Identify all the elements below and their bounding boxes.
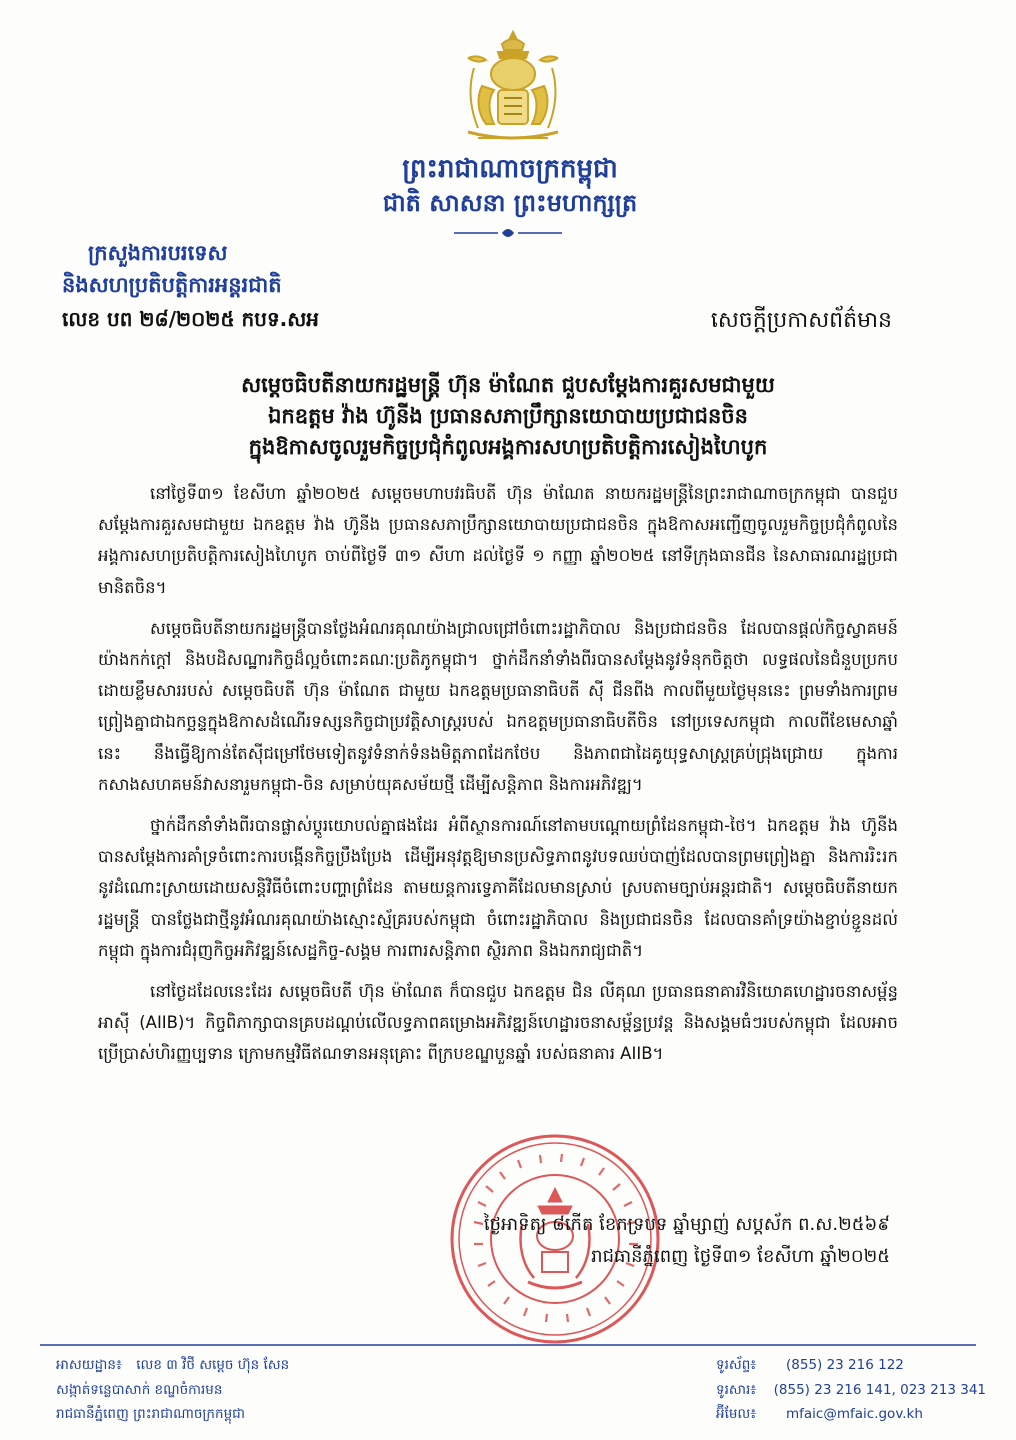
footer-address bbox=[56, 1353, 476, 1427]
headline-line2: ឯកឧត្តម វ៉ាង ហ៊ូនីង ប្រធានសភាប្រឹក្សានយោបាយប្រជាជនចិន bbox=[268, 404, 748, 428]
body-paragraph-2: សម្ដេចធិបតីនាយករដ្ឋមន្ត្រីបានថ្លែងអំណរគុណយ៉ាងជ្រាលជ្រៅចំពោះរដ្ឋាភិបាល និងប្រជាជនចិន ដែលបានផ្ដល់កិច្ចស្វាគមន៍យ៉ាងកក់ក្ដៅ និងបដិសណ្ឋារកិច្ចដ៏ល្អចំពោះគណៈប្រតិភូកម្ពុជា។ ថ្នាក់ដឹកនាំទាំងពីរបានសម្ដែងនូវទំនុកចិត្តថា លទ្ធផលនៃជំនួបប្រកបដោយខ្លឹមសាររបស់ សម្ដេចធិបតី ហ៊ុន ម៉ាណែត ជាមួយ ឯកឧត្តមប្រធានាធិបតី ស៊ី ជីនពីង កាលពីមួយថ្ងៃមុននេះ ព្រមទាំងការព្រមព្រៀងគ្នាជាឯកច្ឆន្ទក្នុងឱកាសដំណើរទស្សនកិច្ចជាប្រវត្តិសាស្ត្ររបស់ ឯកឧត្តមប្រធានាធិបតីចិន នៅប្រទេសកម្ពុជា កាលពីខែមេសាឆ្នាំនេះ នឹងធ្វើឱ្យកាន់តែស៊ីជម្រៅថែមទៀតនូវទំនាក់ទំនងមិត្តភាពដែកថែប និងភាពជាដៃគូយុទ្ធសាស្ត្រគ្រប់ជ្រុងជ្រោយ ក្នុងការកសាងសហគមន៍វាសនារួមកម្ពុជា-ចិន សម្រាប់យុគសម័យថ្មី ដើម្បីសន្តិភាព និងការអភិវឌ្ឍ។ bbox=[98, 618, 898, 794]
fax-row bbox=[716, 1378, 986, 1403]
body-paragraph-1: នៅថ្ងៃទី៣១ ខែសីហា ឆ្នាំ២០២៥ សម្ដេចមហាបវរធិបតី ហ៊ុន ម៉ាណែត នាយករដ្ឋមន្ត្រីនៃព្រះរាជាណាចក្រកម្ពុជា បានជួបសម្ដែងការគួរសមជាមួយ ឯកឧត្តម វ៉ាង ហ៊ូនីង ប្រធានសភាប្រឹក្សានយោបាយប្រជាជនចិន ក្នុងឱកាសអញ្ជើញចូលរួមកិច្ចប្រជុំកំពូលនៃអង្គការសហប្រតិបត្តិការសៀងហៃបូក ចាប់ពីថ្ងៃទី ៣១ សីហា ដល់ថ្ងៃទី ១ កញ្ញា ឆ្នាំ២០២៥ នៅទីក្រុងធានជីន នៃសាធារណរដ្ឋប្រជាមានិតចិន។ bbox=[98, 484, 898, 597]
place-and-date: រាជធានីភ្នំពេញ ថ្ងៃទី៣១ ខែសីហា ឆ្នាំ២០២៥ bbox=[591, 1246, 890, 1267]
headline-line3: ក្នុងឱកាសចូលរួមកិច្ចប្រជុំកំពូលអង្គការសហប្រតិបត្តិការសៀងហៃបូក bbox=[248, 435, 768, 459]
address-label: អាសយដ្ឋាន៖ bbox=[56, 1357, 122, 1373]
email-label: អ៊ីមែល៖ bbox=[716, 1406, 757, 1422]
nation-motto: ជាតិ សាសនា ព្រះមហាក្សត្រ bbox=[382, 189, 638, 217]
kingdom-title: ព្រះរាជាណាចក្រកម្ពុជា bbox=[402, 154, 618, 184]
address-line-1: លេខ ៣ វិថី សម្ដេច ហ៊ុន សែន bbox=[136, 1357, 290, 1373]
fax-label: ទូរសារ៖ bbox=[716, 1381, 757, 1398]
email-row bbox=[716, 1402, 986, 1427]
phone-row bbox=[716, 1353, 986, 1378]
footer-contacts bbox=[716, 1353, 986, 1427]
footer-divider bbox=[40, 1344, 976, 1346]
phone-label: ទូរស័ព្ទ៖ bbox=[716, 1357, 757, 1373]
reference-number: លេខ បព ២៨/២០២៥ កបទ.សអ bbox=[62, 307, 319, 331]
phone-number: (855) 23 216 122 bbox=[786, 1357, 904, 1373]
address-row-1 bbox=[56, 1353, 476, 1378]
ministry-name-line1: ក្រសួងការបរទេស bbox=[88, 241, 228, 265]
royal-arms-emblem bbox=[438, 28, 588, 146]
address-line-3: រាជធានីភ្នំពេញ ព្រះរាជាណាចក្រកម្ពុជា bbox=[56, 1406, 245, 1422]
press-release-body bbox=[98, 478, 898, 1080]
ornament-divider bbox=[450, 225, 566, 241]
lunar-date: ថ្ងៃអាទិត្យ ៨កើត ខែភទ្របទ ឆ្នាំម្សាញ់ សប្តស័ក ព.ស.២៥៦៩ bbox=[483, 1214, 890, 1235]
ministry-name-line2: និងសហប្រតិបត្តិការអន្តរជាតិ bbox=[62, 273, 282, 297]
body-paragraph-3: ថ្នាក់ដឹកនាំទាំងពីរបានផ្លាស់ប្ដូរយោបល់គ្នាផងដែរ អំពីស្ថានការណ៍នៅតាមបណ្ដោយព្រំដែនកម្ពុជា-ថៃ។ ឯកឧត្តម វ៉ាង ហ៊ូនីង បានសម្ដែងការគាំទ្រចំពោះការបង្កើនកិច្ចប្រឹងប្រែង ដើម្បីអនុវត្តឱ្យមានប្រសិទ្ធភាពនូវបទឈប់បាញ់ដែលបានព្រមព្រៀងគ្នា និងការរិះរកនូវដំណោះស្រាយដោយសន្តិវិធីចំពោះបញ្ហាព្រំដែន តាមយន្តការទ្វេភាគីដែលមានស្រាប់ ស្របតាមច្បាប់អន្តរជាតិ។ សម្ដេចធិបតីនាយករដ្ឋមន្ត្រី បានថ្លែងជាថ្មីនូវអំណរគុណយ៉ាងស្មោះស្ម័គ្ររបស់កម្ពុជា ចំពោះរដ្ឋាភិបាល និងប្រជាជនចិន ដែលបានគាំទ្រយ៉ាងខ្ជាប់ខ្ជួនដល់កម្ពុជា ក្នុងការជំរុញកិច្ចអភិវឌ្ឍន៍សេដ្ឋកិច្ច-សង្គម ការពារសន្តិភាព ស្ថិរភាព និងឯករាជ្យជាតិ។ bbox=[98, 816, 898, 960]
body-paragraph-4: នៅថ្ងៃដដែលនេះដែរ សម្ដេចធិបតី ហ៊ុន ម៉ាណែត ក៏បានជួប ឯកឧត្តម ជិន លីគុណ ប្រធានធនាគារវិនិយោគហេដ្ឋារចនាសម្ព័ន្ធអាស៊ី (AIIB)។ កិច្ចពិភាក្សាបានគ្របដណ្ដប់លើលទ្ធភាពគម្រោងអភិវឌ្ឍន៍ហេដ្ឋារចនាសម្ព័ន្ធប្រវន្ត និងសង្គមធំៗរបស់កម្ពុជា ដែលអាចប្រើប្រាស់ហិរញ្ញប្បទាន ក្រោមកម្មវិធីឥណទានអនុគ្រោះ ពីក្របខណ្ឌបួនឆ្នាំ របស់ធនាគារ AIIB។ bbox=[98, 982, 898, 1064]
email-address[interactable]: mfaic@mfaic.gov.kh bbox=[786, 1406, 923, 1422]
fax-number: (855) 23 216 141, 023 213 341 bbox=[773, 1381, 986, 1398]
document-type: សេចក្ដីប្រកាសព័ត៌មាន bbox=[710, 308, 892, 333]
headline-line1: សម្ដេចធិបតីនាយករដ្ឋមន្ត្រី ហ៊ុន ម៉ាណែត ជួបសម្ដែងការគួរសមជាមួយ bbox=[241, 373, 775, 397]
address-line-2: សង្កាត់ទន្លេបាសាក់ ខណ្ឌចំការមន bbox=[56, 1381, 223, 1398]
